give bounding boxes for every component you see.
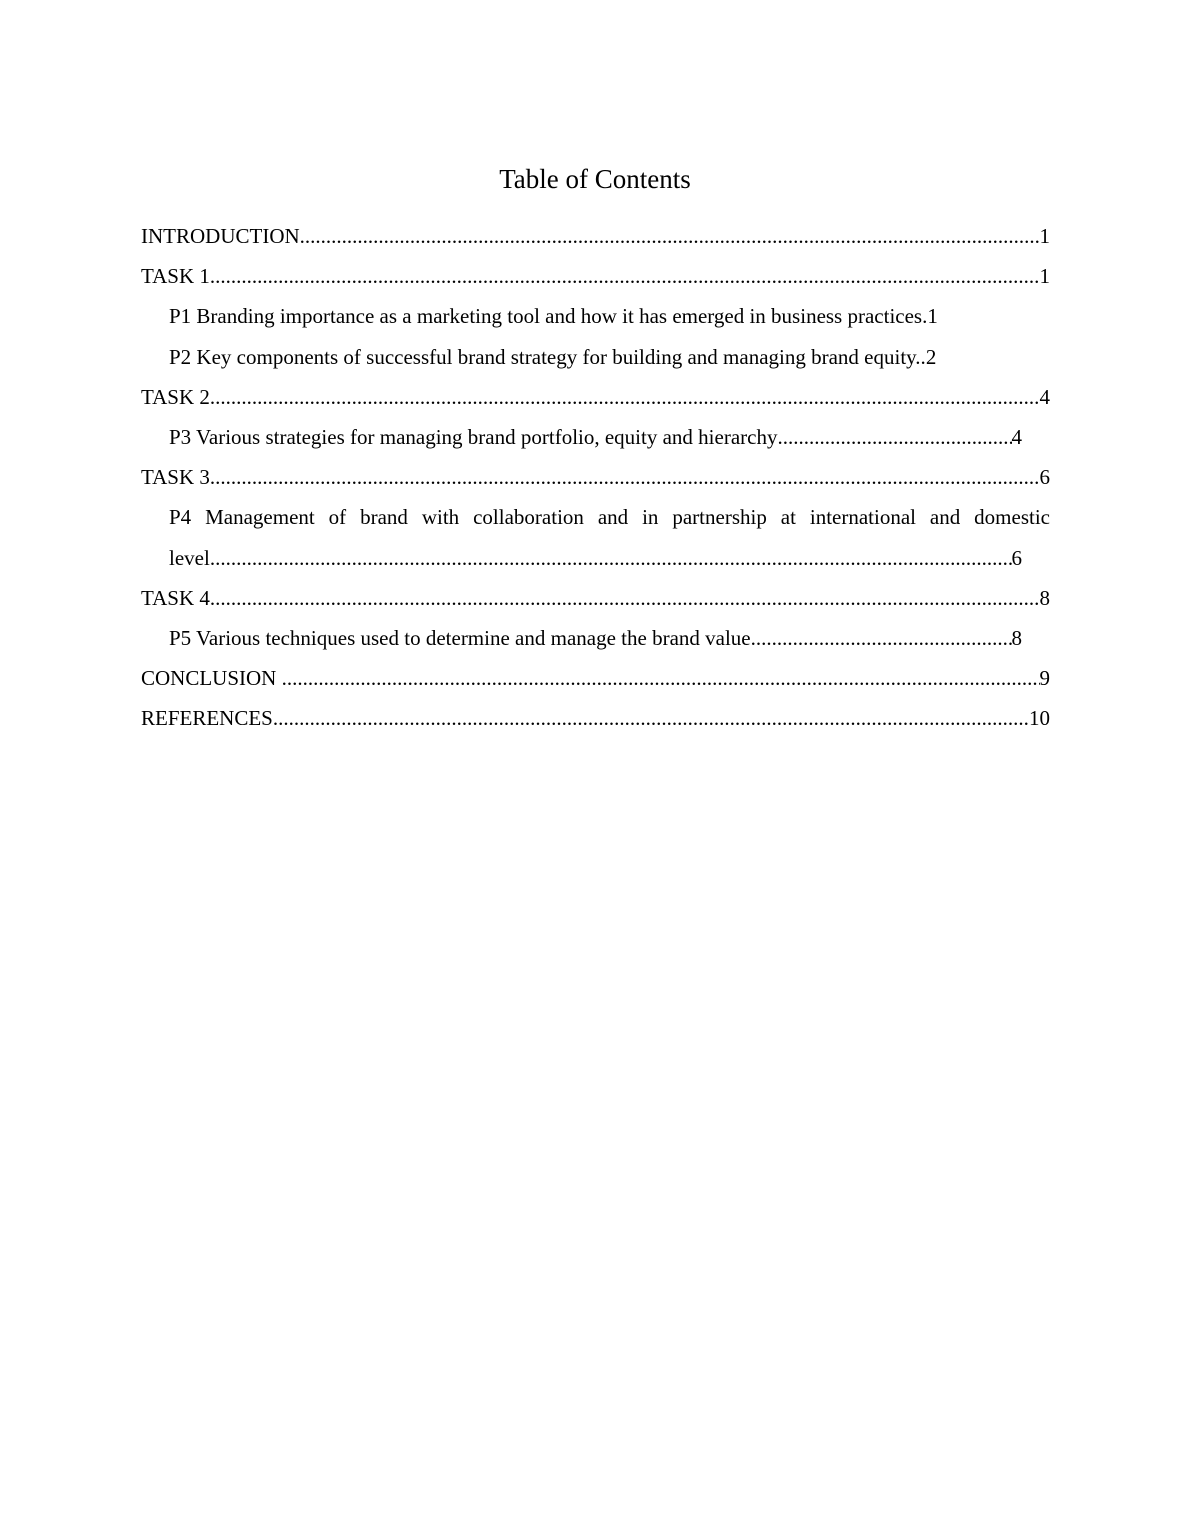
toc-entry-task-4[interactable]: [141, 578, 1050, 618]
toc-title: Table of Contents: [499, 164, 691, 194]
dot-leader: [751, 618, 1012, 658]
toc-page-number: 1: [1039, 224, 1050, 248]
toc-entry-p1[interactable]: [169, 296, 1022, 336]
toc-page-number: 8: [1039, 585, 1050, 610]
dot-leader: [273, 698, 1029, 738]
toc-entry-p3[interactable]: [169, 417, 1022, 457]
toc-page-number: 10: [1029, 706, 1050, 731]
toc-entry-conclusion[interactable]: [141, 658, 1050, 698]
toc-page-number: 2: [925, 344, 937, 369]
toc-entry-p4[interactable]: [169, 497, 1050, 577]
toc-entry-task-3[interactable]: [141, 457, 1050, 497]
toc-entry-introduction[interactable]: [141, 216, 1050, 256]
toc-entry-label: TASK 3: [141, 465, 210, 490]
toc-entry-label: TASK 1: [141, 264, 210, 289]
toc-page-number: 1: [1039, 264, 1050, 289]
toc-entry-label-continued: level: [169, 545, 210, 570]
dot-leader: [300, 216, 1040, 256]
toc-page-number: 1: [927, 304, 938, 329]
dot-leader: [210, 457, 1040, 497]
toc-entry-label: TASK 2: [141, 384, 210, 409]
dot-leader: [210, 538, 1012, 578]
toc-list: [141, 216, 1050, 738]
toc-page-number: 9: [1039, 666, 1050, 691]
toc-entry-label: TASK 4: [141, 585, 210, 610]
toc-page-number: 6: [1011, 545, 1022, 570]
toc-page-number: 4: [1039, 384, 1050, 409]
toc-entry-task-1[interactable]: [141, 256, 1050, 296]
toc-entry-p2[interactable]: [169, 337, 1022, 377]
toc-entry-label: REFERENCES: [141, 706, 273, 731]
toc-entry-p5[interactable]: [169, 618, 1022, 658]
toc-page-number: 8: [1011, 625, 1022, 650]
toc-entry-label: INTRODUCTION: [141, 224, 300, 248]
toc-entry-label: P4 Management of brand with collaboration and in partnership at international and domestic: [169, 505, 1050, 530]
dot-leader: [210, 578, 1040, 618]
toc-page-number: 4: [1011, 424, 1022, 449]
dot-leader: [777, 417, 1011, 457]
toc-page-number: 6: [1039, 465, 1050, 490]
dot-leader: [210, 377, 1040, 417]
toc-entry-label: P3 Various strategies for managing brand portfolio, equity and hierarchy: [169, 424, 778, 449]
toc-entry-label: P2 Key components of successful brand strategy for building and managing brand equity..: [169, 344, 926, 369]
dot-leader: [282, 658, 1040, 698]
toc-entry-label: P5 Various techniques used to determine and manage the brand value: [169, 625, 751, 650]
toc-entry-label: P1 Branding importance as a marketing tool and how it has emerged in business practices.: [169, 304, 928, 329]
dot-leader: [210, 256, 1040, 296]
toc-entry-continuation: [169, 538, 1022, 578]
toc-entry-references[interactable]: [141, 698, 1050, 738]
toc-entry-task-2[interactable]: [141, 377, 1050, 417]
toc-entry-label: CONCLUSION: [141, 666, 282, 691]
